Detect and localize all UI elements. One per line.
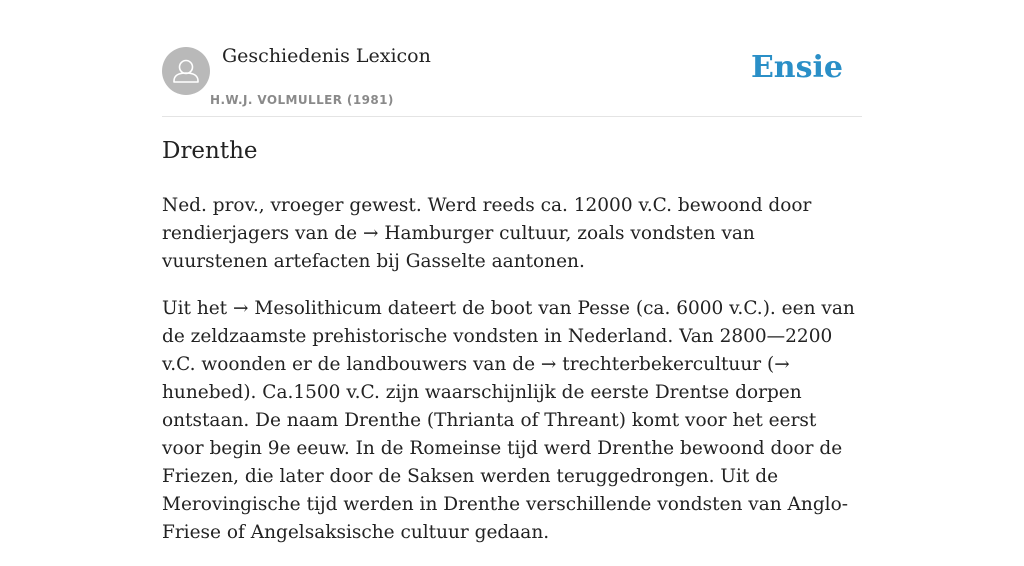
text: Uit het [162, 298, 234, 319]
paragraph-1 [162, 192, 862, 276]
entry-title: Drenthe [162, 138, 258, 164]
text: ). Ca.1500 v.C. zijn waarschijnlijk de eerste Drentse dorpen ontstaan. De naam Drenthe (Thrianta of Threant) komt voor het eerst voor begin 9e eeuw. In de Romeinse tijd werd Drenthe bewoond door de Friezen, die later door de Saksen werden teruggedrongen. Uit de Merovingische tijd werden in Drenthe verschillende vondsten van Anglo-Friese of Angelsaksische cultuur gedaan. [162, 382, 848, 543]
text: dateert de boot van Pesse (ca. 6000 v.C.). een van de zeldzaamste prehistorische vondsten in Nederland. Van 2800—2200 v.C. woonden er de landbouwers van de [162, 298, 855, 375]
ensie-logo[interactable]: Ensie [750, 50, 843, 85]
link-mesolithicum[interactable]: → Mesolithicum [233, 298, 382, 319]
paragraph-2 [162, 295, 862, 547]
user-icon [162, 47, 210, 95]
source-author: H.W.J. VOLMULLER (1981) [210, 93, 394, 107]
text: Ned. prov., vroeger gewest. Werd reeds ca. 12000 v.C. bewoond door rendierjagers van de [162, 195, 812, 244]
text: ( [761, 354, 775, 375]
source-header [162, 0, 862, 117]
link-hunebed[interactable]: → hunebed [162, 354, 790, 403]
source-title-link[interactable]: Geschiedenis Lexicon [222, 45, 431, 67]
source-avatar[interactable] [162, 47, 210, 95]
entry-body [162, 192, 862, 566]
link-trechterbekercultuur[interactable]: → trechterbekercultuur [540, 354, 762, 375]
link-hamburger-cultuur[interactable]: → Hamburger cultuur [362, 223, 566, 244]
text: , zoals vondsten van vuurstenen artefacten bij Gasselte aantonen. [162, 223, 755, 272]
